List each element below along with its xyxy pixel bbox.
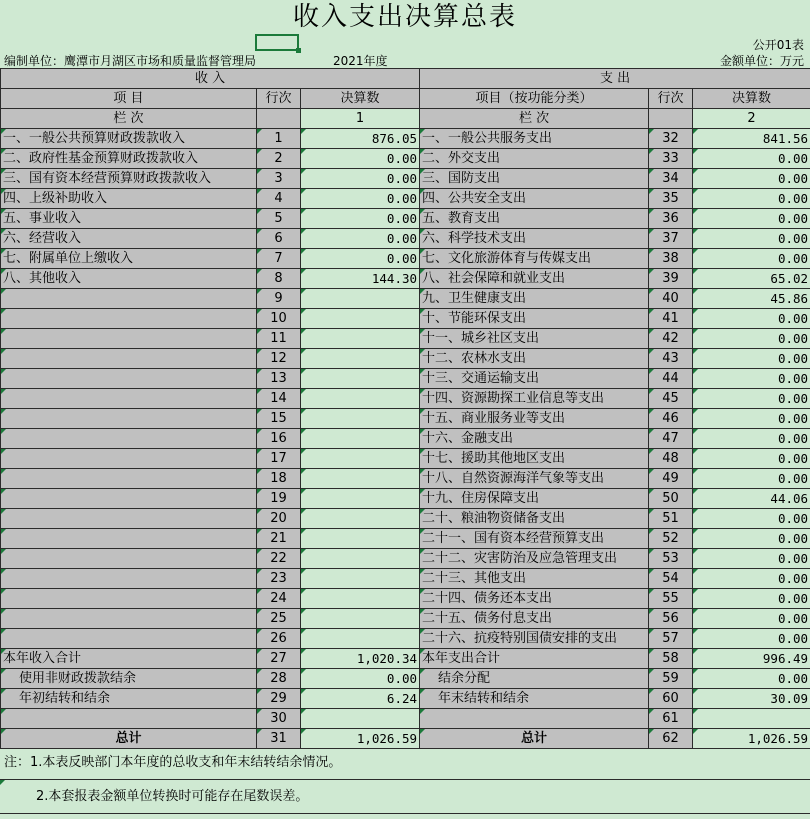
expense-item-cell[interactable]: 三、国防支出 xyxy=(420,169,649,189)
reporting-unit: 编制单位：鹰潭市月湖区市场和质量监督管理局 xyxy=(4,54,257,68)
table-row xyxy=(1,469,810,489)
income-item-cell[interactable] xyxy=(1,589,257,609)
column-index-row xyxy=(1,109,810,129)
expense-item-cell[interactable]: 结余分配 xyxy=(420,669,649,689)
income-amount-cell[interactable]: 0.00 xyxy=(301,149,420,169)
income-amount-cell[interactable] xyxy=(301,449,420,469)
income-item-cell[interactable] xyxy=(1,309,257,329)
expense-item-cell[interactable]: 十六、金融支出 xyxy=(420,429,649,449)
notes-area xyxy=(0,746,810,814)
income-item-cell[interactable]: 年初结转和结余 xyxy=(1,689,257,709)
income-amount-cell[interactable] xyxy=(301,529,420,549)
expense-row-no-header: 行次 xyxy=(649,89,693,109)
section-header-row xyxy=(1,69,810,89)
table-row xyxy=(1,609,810,629)
income-amount-cell[interactable] xyxy=(301,509,420,529)
note-2: 2.本套报表金额单位转换时可能存在尾数误差。 xyxy=(0,780,810,814)
income-row-no-cell[interactable]: 12 xyxy=(257,349,301,369)
income-item-cell[interactable]: 三、国有资本经营预算财政拨款收入 xyxy=(1,169,257,189)
expense-row-no-cell[interactable]: 52 xyxy=(649,529,693,549)
expense-item-cell[interactable]: 九、卫生健康支出 xyxy=(420,289,649,309)
expense-row-no-cell[interactable]: 40 xyxy=(649,289,693,309)
expense-amount-cell[interactable]: 0.00 xyxy=(693,329,810,349)
income-amount-cell[interactable] xyxy=(301,709,420,729)
income-item-cell[interactable]: 本年收入合计 xyxy=(1,649,257,669)
income-amount-cell[interactable] xyxy=(301,409,420,429)
expense-row-no-cell[interactable]: 39 xyxy=(649,269,693,289)
income-row-no-cell[interactable]: 2 xyxy=(257,149,301,169)
income-amount-cell[interactable]: 6.24 xyxy=(301,689,420,709)
income-amount-cell[interactable]: 0.00 xyxy=(301,189,420,209)
income-row-no-cell[interactable]: 28 xyxy=(257,669,301,689)
expense-row-no-cell[interactable]: 56 xyxy=(649,609,693,629)
expense-amount-cell[interactable]: 841.56 xyxy=(693,129,810,149)
income-item-cell[interactable]: 七、附属单位上缴收入 xyxy=(1,249,257,269)
table-row xyxy=(1,129,810,149)
income-row-no-cell[interactable]: 6 xyxy=(257,229,301,249)
income-row-no-cell[interactable]: 8 xyxy=(257,269,301,289)
income-amount-cell[interactable] xyxy=(301,309,420,329)
income-item-cell[interactable] xyxy=(1,549,257,569)
expense-row-no-cell[interactable]: 36 xyxy=(649,209,693,229)
table-row xyxy=(1,269,810,289)
income-item-cell[interactable] xyxy=(1,369,257,389)
table-row xyxy=(1,369,810,389)
income-item-cell[interactable] xyxy=(1,509,257,529)
expense-item-cell[interactable]: 二十六、抗疫特别国债安排的支出 xyxy=(420,629,649,649)
expense-item-cell[interactable]: 十一、城乡社区支出 xyxy=(420,329,649,349)
income-item-cell[interactable] xyxy=(1,429,257,449)
expense-item-cell[interactable]: 十三、交通运输支出 xyxy=(420,369,649,389)
expense-item-cell[interactable]: 二十四、债务还本支出 xyxy=(420,589,649,609)
income-row-no-cell[interactable]: 4 xyxy=(257,189,301,209)
summary-row xyxy=(1,689,810,709)
expense-amount-cell[interactable] xyxy=(693,709,810,729)
expense-item-cell[interactable]: 总计 xyxy=(420,729,649,749)
table-row xyxy=(1,289,810,309)
expense-amount-cell[interactable]: 0.00 xyxy=(693,349,810,369)
income-expense-table xyxy=(0,68,810,749)
summary-row xyxy=(1,649,810,669)
income-row-no-cell[interactable]: 21 xyxy=(257,529,301,549)
expense-col-blank xyxy=(649,109,693,129)
table-row xyxy=(1,509,810,529)
income-row-no-cell[interactable]: 18 xyxy=(257,469,301,489)
expense-col-label: 栏 次 xyxy=(420,109,649,129)
table-row xyxy=(1,429,810,449)
table-row xyxy=(1,229,810,249)
table-row xyxy=(1,249,810,269)
expense-item-header: 项目（按功能分类） xyxy=(420,89,649,109)
expense-amount-header: 决算数 xyxy=(693,89,810,109)
expense-row-no-cell[interactable]: 42 xyxy=(649,329,693,349)
expense-amount-cell[interactable]: 0.00 xyxy=(693,429,810,449)
table-row xyxy=(1,589,810,609)
income-item-cell[interactable]: 四、上级补助收入 xyxy=(1,189,257,209)
expense-row-no-cell[interactable]: 50 xyxy=(649,489,693,509)
income-item-cell[interactable] xyxy=(1,329,257,349)
expense-amount-cell[interactable]: 65.02 xyxy=(693,269,810,289)
expense-amount-cell[interactable]: 0.00 xyxy=(693,449,810,469)
expense-row-no-cell[interactable]: 59 xyxy=(649,669,693,689)
expense-row-no-cell[interactable]: 58 xyxy=(649,649,693,669)
expense-amount-cell[interactable]: 996.49 xyxy=(693,649,810,669)
income-amount-cell[interactable]: 0.00 xyxy=(301,169,420,189)
expense-item-cell[interactable]: 二十二、灾害防治及应急管理支出 xyxy=(420,549,649,569)
expense-row-no-cell[interactable]: 51 xyxy=(649,509,693,529)
income-row-no-cell[interactable]: 23 xyxy=(257,569,301,589)
income-col-blank xyxy=(257,109,301,129)
expense-row-no-cell[interactable]: 38 xyxy=(649,249,693,269)
expense-amount-cell[interactable]: 1,026.59 xyxy=(693,729,810,749)
income-item-cell[interactable] xyxy=(1,629,257,649)
expense-item-cell[interactable]: 十九、住房保障支出 xyxy=(420,489,649,509)
table-row xyxy=(1,549,810,569)
income-row-no-cell[interactable]: 30 xyxy=(257,709,301,729)
expense-amount-cell[interactable]: 44.06 xyxy=(693,489,810,509)
expense-item-cell[interactable]: 二、外交支出 xyxy=(420,149,649,169)
income-row-no-cell[interactable]: 1 xyxy=(257,129,301,149)
table-row xyxy=(1,209,810,229)
expense-item-cell[interactable]: 十二、农林水支出 xyxy=(420,349,649,369)
expense-amount-cell[interactable]: 0.00 xyxy=(693,369,810,389)
expense-item-cell[interactable]: 八、社会保障和就业支出 xyxy=(420,269,649,289)
table-row xyxy=(1,569,810,589)
table-row xyxy=(1,449,810,469)
income-row-no-cell[interactable]: 29 xyxy=(257,689,301,709)
expense-row-no-cell[interactable]: 54 xyxy=(649,569,693,589)
expense-amount-cell[interactable]: 0.00 xyxy=(693,169,810,189)
income-item-cell[interactable] xyxy=(1,569,257,589)
table-row xyxy=(1,629,810,649)
table-row xyxy=(1,309,810,329)
income-amount-cell[interactable]: 144.30 xyxy=(301,269,420,289)
expense-section-header: 支 出 xyxy=(420,69,810,89)
summary-row xyxy=(1,709,810,729)
amount-unit: 金额单位：万元 xyxy=(719,54,804,68)
income-item-cell[interactable] xyxy=(1,489,257,509)
expense-amount-cell[interactable]: 0.00 xyxy=(693,229,810,249)
income-amount-cell[interactable] xyxy=(301,629,420,649)
income-row-no-cell[interactable]: 15 xyxy=(257,409,301,429)
income-item-cell[interactable] xyxy=(1,389,257,409)
income-amount-cell[interactable]: 0.00 xyxy=(301,229,420,249)
expense-row-no-cell[interactable]: 35 xyxy=(649,189,693,209)
note-1: 注：1.本表反映部门本年度的总收支和年末结转结余情况。 xyxy=(0,746,810,780)
table-row xyxy=(1,489,810,509)
income-col-index: 1 xyxy=(301,109,420,129)
income-row-no-cell[interactable]: 5 xyxy=(257,209,301,229)
expense-amount-cell[interactable]: 0.00 xyxy=(693,149,810,169)
income-amount-cell[interactable]: 0.00 xyxy=(301,669,420,689)
income-amount-cell[interactable] xyxy=(301,429,420,449)
expense-row-no-cell[interactable]: 49 xyxy=(649,469,693,489)
expense-item-cell[interactable]: 十五、商业服务业等支出 xyxy=(420,409,649,429)
expense-amount-cell[interactable]: 0.00 xyxy=(693,569,810,589)
expense-row-no-cell[interactable]: 33 xyxy=(649,149,693,169)
expense-item-cell[interactable]: 四、公共安全支出 xyxy=(420,189,649,209)
expense-amount-cell[interactable]: 0.00 xyxy=(693,249,810,269)
income-amount-cell[interactable] xyxy=(301,609,420,629)
form-number: 公开01表 xyxy=(752,38,804,52)
income-row-no-cell[interactable]: 26 xyxy=(257,629,301,649)
income-col-label: 栏 次 xyxy=(1,109,257,129)
expense-amount-cell[interactable]: 0.00 xyxy=(693,549,810,569)
expense-row-no-cell[interactable]: 61 xyxy=(649,709,693,729)
expense-amount-cell[interactable]: 0.00 xyxy=(693,629,810,649)
income-amount-cell[interactable] xyxy=(301,329,420,349)
table-row xyxy=(1,529,810,549)
income-amount-header: 决算数 xyxy=(301,89,420,109)
income-row-no-cell[interactable]: 13 xyxy=(257,369,301,389)
report-year: 2021年度 xyxy=(333,54,388,68)
income-row-no-cell[interactable]: 3 xyxy=(257,169,301,189)
income-item-cell[interactable] xyxy=(1,609,257,629)
income-section-header: 收 入 xyxy=(1,69,420,89)
expense-row-no-cell[interactable]: 47 xyxy=(649,429,693,449)
table-row xyxy=(1,189,810,209)
income-row-no-cell[interactable]: 22 xyxy=(257,549,301,569)
income-amount-cell[interactable]: 1,020.34 xyxy=(301,649,420,669)
income-row-no-cell[interactable]: 24 xyxy=(257,589,301,609)
expense-item-cell[interactable]: 十八、自然资源海洋气象等支出 xyxy=(420,469,649,489)
income-item-cell[interactable]: 五、事业收入 xyxy=(1,209,257,229)
income-item-cell[interactable] xyxy=(1,289,257,309)
expense-item-cell[interactable] xyxy=(420,709,649,729)
income-row-no-cell[interactable]: 11 xyxy=(257,329,301,349)
income-item-cell[interactable] xyxy=(1,349,257,369)
income-amount-cell[interactable] xyxy=(301,469,420,489)
expense-item-cell[interactable]: 一、一般公共服务支出 xyxy=(420,129,649,149)
expense-item-cell[interactable]: 二十、粮油物资储备支出 xyxy=(420,509,649,529)
expense-item-cell[interactable]: 二十一、国有资本经营预算支出 xyxy=(420,529,649,549)
income-row-no-cell[interactable]: 19 xyxy=(257,489,301,509)
table-row xyxy=(1,329,810,349)
expense-amount-cell[interactable]: 0.00 xyxy=(693,529,810,549)
expense-row-no-cell[interactable]: 34 xyxy=(649,169,693,189)
expense-amount-cell[interactable]: 0.00 xyxy=(693,409,810,429)
income-row-no-cell[interactable]: 7 xyxy=(257,249,301,269)
table-row xyxy=(1,149,810,169)
expense-row-no-cell[interactable]: 43 xyxy=(649,349,693,369)
expense-item-cell[interactable]: 十、节能环保支出 xyxy=(420,309,649,329)
income-item-cell[interactable]: 总计 xyxy=(1,729,257,749)
expense-row-no-cell[interactable]: 46 xyxy=(649,409,693,429)
income-row-no-cell[interactable]: 9 xyxy=(257,289,301,309)
expense-row-no-cell[interactable]: 37 xyxy=(649,229,693,249)
expense-amount-cell[interactable]: 0.00 xyxy=(693,389,810,409)
expense-amount-cell[interactable]: 0.00 xyxy=(693,669,810,689)
income-amount-cell[interactable] xyxy=(301,289,420,309)
selected-cell[interactable] xyxy=(255,34,299,51)
income-row-no-cell[interactable]: 31 xyxy=(257,729,301,749)
table-row xyxy=(1,169,810,189)
expense-row-no-cell[interactable]: 55 xyxy=(649,589,693,609)
expense-item-cell[interactable]: 十四、资源勘探工业信息等支出 xyxy=(420,389,649,409)
expense-row-no-cell[interactable]: 53 xyxy=(649,549,693,569)
expense-item-cell[interactable]: 六、科学技术支出 xyxy=(420,229,649,249)
expense-amount-cell[interactable]: 30.09 xyxy=(693,689,810,709)
expense-row-no-cell[interactable]: 57 xyxy=(649,629,693,649)
expense-amount-cell[interactable]: 0.00 xyxy=(693,589,810,609)
income-amount-cell[interactable] xyxy=(301,369,420,389)
income-item-cell[interactable] xyxy=(1,409,257,429)
income-row-no-cell[interactable]: 17 xyxy=(257,449,301,469)
expense-row-no-cell[interactable]: 44 xyxy=(649,369,693,389)
income-item-cell[interactable]: 八、其他收入 xyxy=(1,269,257,289)
income-amount-cell[interactable] xyxy=(301,589,420,609)
income-item-cell[interactable] xyxy=(1,709,257,729)
expense-item-cell[interactable]: 五、教育支出 xyxy=(420,209,649,229)
income-item-cell[interactable]: 二、政府性基金预算财政拨款收入 xyxy=(1,149,257,169)
expense-item-cell[interactable]: 十七、援助其他地区支出 xyxy=(420,449,649,469)
income-amount-cell[interactable]: 1,026.59 xyxy=(301,729,420,749)
expense-item-cell[interactable]: 七、文化旅游体育与传媒支出 xyxy=(420,249,649,269)
income-amount-cell[interactable] xyxy=(301,489,420,509)
income-item-cell[interactable]: 一、一般公共预算财政拨款收入 xyxy=(1,129,257,149)
expense-row-no-cell[interactable]: 48 xyxy=(649,449,693,469)
income-amount-cell[interactable]: 0.00 xyxy=(301,249,420,269)
expense-row-no-cell[interactable]: 32 xyxy=(649,129,693,149)
table-row xyxy=(1,349,810,369)
expense-item-cell[interactable]: 年末结转和结余 xyxy=(420,689,649,709)
column-header-row xyxy=(1,89,810,109)
income-amount-cell[interactable]: 0.00 xyxy=(301,209,420,229)
summary-row xyxy=(1,669,810,689)
expense-row-no-cell[interactable]: 60 xyxy=(649,689,693,709)
expense-row-no-cell[interactable]: 62 xyxy=(649,729,693,749)
income-item-cell[interactable]: 六、经营收入 xyxy=(1,229,257,249)
expense-amount-cell[interactable]: 0.00 xyxy=(693,509,810,529)
income-row-no-cell[interactable]: 25 xyxy=(257,609,301,629)
income-row-no-header: 行次 xyxy=(257,89,301,109)
income-amount-cell[interactable] xyxy=(301,549,420,569)
income-item-cell[interactable]: 使用非财政拨款结余 xyxy=(1,669,257,689)
expense-row-no-cell[interactable]: 41 xyxy=(649,309,693,329)
income-row-no-cell[interactable]: 16 xyxy=(257,429,301,449)
income-amount-cell[interactable] xyxy=(301,569,420,589)
income-row-no-cell[interactable]: 14 xyxy=(257,389,301,409)
expense-item-cell[interactable]: 本年支出合计 xyxy=(420,649,649,669)
income-amount-cell[interactable] xyxy=(301,349,420,369)
expense-amount-cell[interactable]: 0.00 xyxy=(693,309,810,329)
income-item-cell[interactable] xyxy=(1,469,257,489)
income-item-cell[interactable] xyxy=(1,449,257,469)
income-item-cell[interactable] xyxy=(1,529,257,549)
income-amount-cell[interactable] xyxy=(301,389,420,409)
expense-amount-cell[interactable]: 0.00 xyxy=(693,609,810,629)
expense-item-cell[interactable]: 二十五、债务付息支出 xyxy=(420,609,649,629)
expense-item-cell[interactable]: 二十三、其他支出 xyxy=(420,569,649,589)
income-row-no-cell[interactable]: 27 xyxy=(257,649,301,669)
income-row-no-cell[interactable]: 10 xyxy=(257,309,301,329)
expense-amount-cell[interactable]: 0.00 xyxy=(693,469,810,489)
report-title: 收入支出决算总表 xyxy=(292,2,517,32)
income-amount-cell[interactable]: 876.05 xyxy=(301,129,420,149)
expense-amount-cell[interactable]: 0.00 xyxy=(693,189,810,209)
table-row xyxy=(1,409,810,429)
expense-amount-cell[interactable]: 45.86 xyxy=(693,289,810,309)
expense-col-index: 2 xyxy=(693,109,810,129)
expense-row-no-cell[interactable]: 45 xyxy=(649,389,693,409)
income-row-no-cell[interactable]: 20 xyxy=(257,509,301,529)
income-item-header: 项 目 xyxy=(1,89,257,109)
expense-amount-cell[interactable]: 0.00 xyxy=(693,209,810,229)
table-row xyxy=(1,389,810,409)
